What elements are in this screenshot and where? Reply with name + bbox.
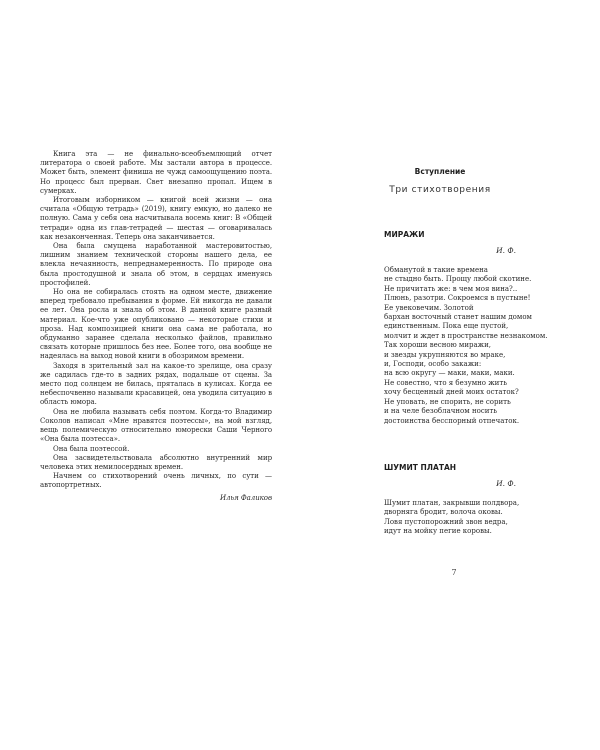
poem-line: Не причитать же: в чем моя вина?.. [384, 284, 518, 293]
paragraph: Она была поэтессой. [53, 444, 130, 453]
section-subtitle: Три стихотворения [389, 185, 491, 195]
paragraph: Но она не собиралась стоять на одном месте, движение вперед требовало пребывания в форме. Ей никогда не давали ее лет. Она росла и знала об этом. В данной книге разный материал. Кое-что уже опубликовано — некоторые стихи и проза. Над композицией книги она сама не работала, но обдуманно заранее сделала несколько файлов, правильно связать которые пришлось без нее. Более того, она вообще не надеялась на выход новой книги в обозримом времени. [40, 288, 272, 361]
poem-line: Не совестно, что я безумно жить [384, 378, 508, 387]
paragraph: Она засвидетельствовала абсолютно внутренний мир человека этих немилосердных времен. [40, 453, 272, 471]
poem-line: не стыдно быть. Прощу любой скотине. [384, 275, 532, 284]
paragraph: Она была смущена наработанной мастеровитостью, лишним знанием технической стороны нашего дела, ее влекла нечаянность, непреднамеренность. По природе она была простодушной и знала об этом, в сердцах именуясь простофилей. [40, 242, 272, 287]
poem-line: Шумит платан, закрывши полдвора, [384, 499, 520, 507]
paragraph: Она не любила называть себя поэтом. Когда-то Владимир Соколов написал «Мне нравятся поэтессы», на мой взгляд, вещь полемическую относительно юморески Саши Черного «Она была поэтесса». [40, 407, 272, 444]
poem-line: идут на мойку пегие коровы. [384, 527, 492, 536]
foreword-text [40, 150, 272, 503]
poem-line: достоинства бесспорный отпечаток. [384, 416, 520, 425]
poem-line: и звезды укрупняются во мраке, [384, 350, 506, 359]
poem-line: Не уповать, не спорить, не сорить [384, 397, 511, 406]
poem-line: Плюнь, разотри. Сокроемся в пустыне! [384, 294, 531, 303]
poem-line: Ее увековечим. Золотой [384, 303, 474, 312]
poem-line: хочу бесценный дней моих остаток? [384, 388, 519, 397]
paragraph: Заходя в зрительный зал на какое-то зрелище, она сразу же садилась где-то в задних рядах, подальше от сцены. За место под солнцем не билась, пряталась в кулисах. Когда ее небеспочвенно называли красавицей, она уводила ситуацию в область юмора. [40, 361, 272, 407]
paragraph: Итоговым изборником — книгой всей жизни — она считала «Общую тетрадь» (2019), книгу емкую, но далеко не полную. Сама у себя она насчитывала восемь книг: В «Общей тетради» одна из глав-тетрадей — шестая — оговаривалась как незаконченная. Теперь она заканчивается. [40, 196, 272, 241]
poem-line: дворняга бродит, волоча оковы. [384, 508, 503, 517]
poem-line: Обманутой в такие времена [384, 266, 488, 274]
poem-line: и на челе безоблачном носить [384, 407, 498, 416]
poem-line: и, Господи, особо закажи: [384, 360, 482, 369]
page-number: 7 [451, 568, 457, 577]
poem-author: И. Ф. [496, 246, 516, 255]
poem-title-shumit-platan: ШУМИТ ПЛАТАН [384, 463, 457, 472]
poem-body-mirazhi [384, 266, 548, 426]
poem-line: на всю округу — маки, маки, маки. [384, 369, 515, 378]
poem-line: бархан восточный станет нашим домом [384, 313, 532, 322]
paragraph: Книга эта — не финально-всеобъемлющий отчет литератора о своей работе. Мы застали автора в процессе. Может быть, элемент финиша не чужд самоощущению поэта. Но процесс был прерван. Свет внезапно пропал. Ищем в сумерках. [40, 150, 272, 195]
section-title: Вступление [414, 167, 466, 176]
poem-line: молчит и ждет в пространстве незнакомом. [384, 331, 548, 340]
poem-line: Ловя пустопорожний звон ведра, [384, 517, 508, 526]
poem-line: Так хороши весною миражи, [384, 341, 491, 350]
poem-body-shumit-platan [384, 499, 534, 537]
poem-title-mirazhi: МИРАЖИ [384, 230, 425, 239]
poem-author: И. Ф. [496, 479, 516, 488]
poem-line: единственным. Пока еще пустой, [384, 322, 509, 331]
signature: Илья Фаликов [219, 493, 272, 502]
paragraph: Начнем со стихотворений очень личных, по сути — автопортретных. [40, 472, 272, 490]
